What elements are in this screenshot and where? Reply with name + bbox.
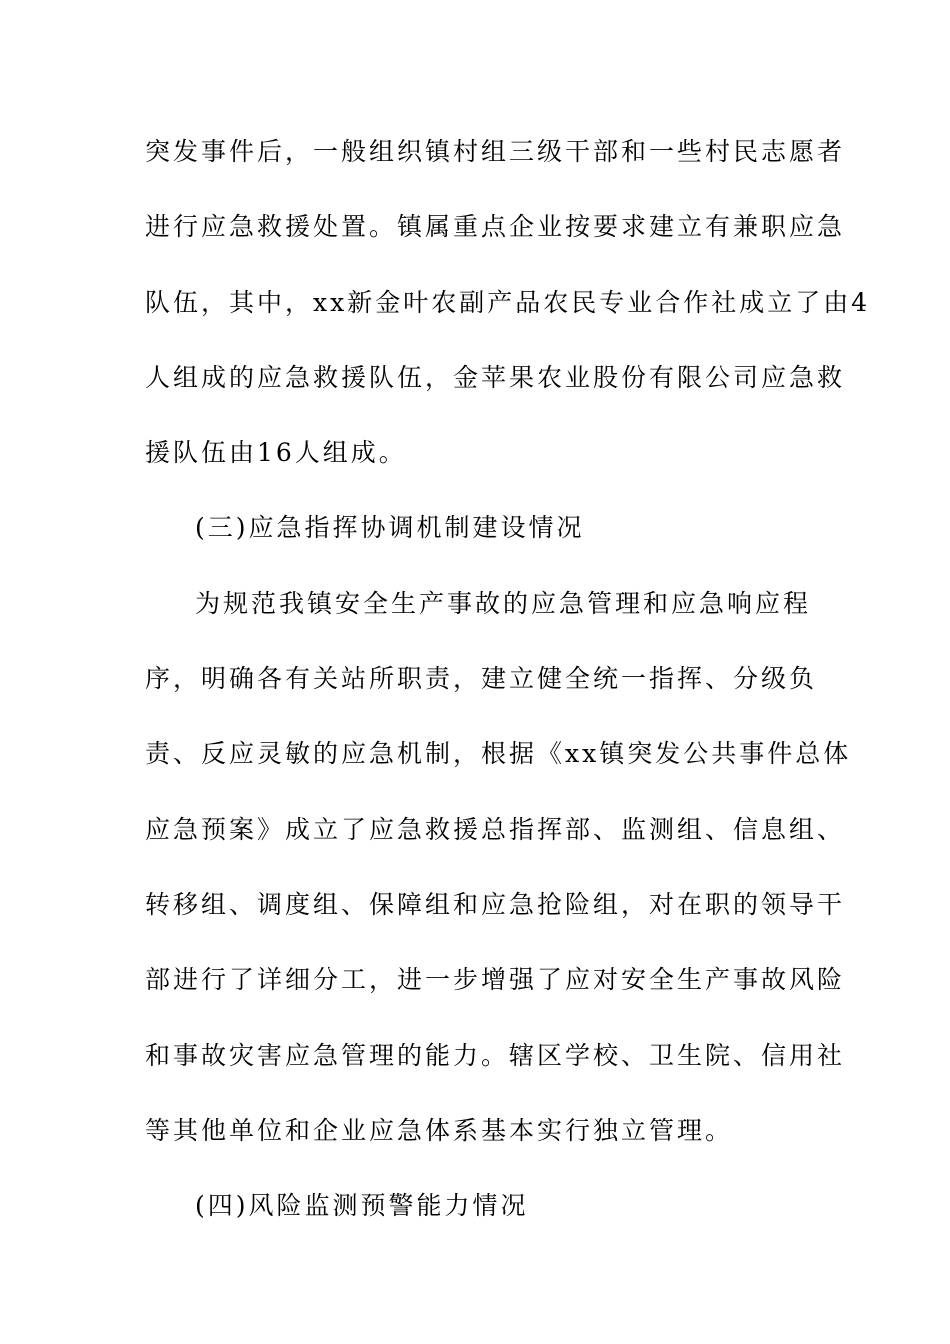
body-text-line: 和事故灾害应急管理的能力。辖区学校、卫生院、信用社 xyxy=(145,1041,846,1070)
body-text-line: 责、反应灵敏的应急机制，根据《xx镇突发公共事件总体 xyxy=(145,739,852,768)
section-heading: (四)风险监测预警能力情况 xyxy=(195,1191,529,1220)
paragraph-first-line: 为规范我镇安全生产事故的应急管理和应急响应程 xyxy=(195,589,812,618)
body-text-line: 突发事件后，一般组织镇村组三级干部和一些村民志愿者 xyxy=(145,137,846,166)
body-text-line: 等其他单位和企业应急体系基本实行独立管理。 xyxy=(145,1116,734,1145)
body-text-line: 部进行了详细分工，进一步增强了应对安全生产事故风险 xyxy=(145,965,846,994)
body-text-line: 进行应急救援处置。镇属重点企业按要求建立有兼职应急 xyxy=(145,212,846,241)
body-text-line: 应急预案》成立了应急救援总指挥部、监测组、信息组、 xyxy=(145,815,846,844)
body-text-line: 援队伍由16人组成。 xyxy=(145,438,407,467)
body-text-line: 序，明确各有关站所职责，建立健全统一指挥、分级负 xyxy=(145,664,818,693)
section-heading: (三)应急指挥协调机制建设情况 xyxy=(195,513,585,542)
body-text-line: 人组成的应急救援队伍，金苹果农业股份有限公司应急救 xyxy=(145,363,846,392)
body-text-line: 转移组、调度组、保障组和应急抢险组，对在职的领导干 xyxy=(145,890,846,919)
body-text-line: 队伍，其中，xx新金叶农副产品农民专业合作社成立了由4 xyxy=(145,288,871,317)
